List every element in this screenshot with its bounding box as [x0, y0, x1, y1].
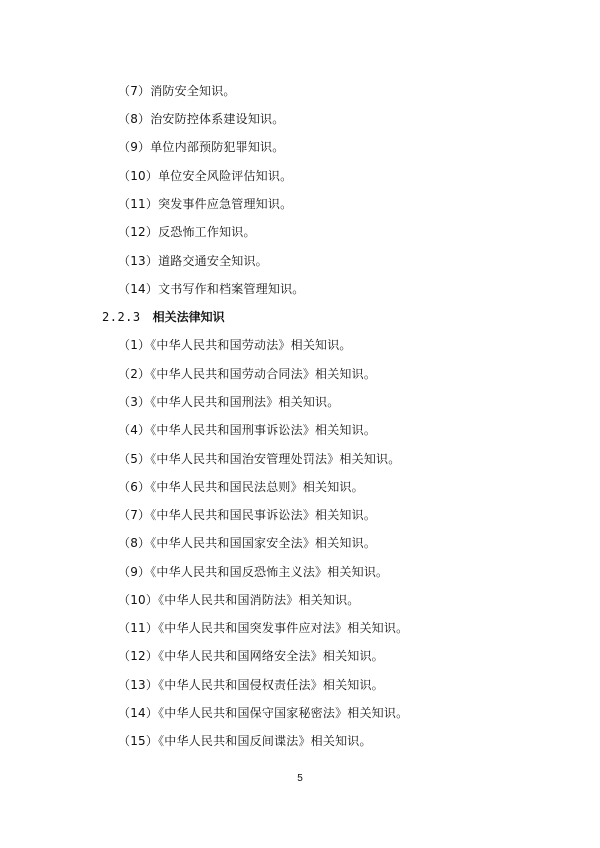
list-item: （10）单位安全风险评估知识。 [118, 169, 293, 183]
list-item: （11）突发事件应急管理知识。 [118, 197, 293, 211]
list-item: （8）《中华人民共和国国家安全法》相关知识。 [118, 536, 377, 550]
list-item: （1）《中华人民共和国劳动法》相关知识。 [118, 338, 352, 352]
list-item: （12）《中华人民共和国网络安全法》相关知识。 [118, 649, 384, 663]
list-item: （12）反恐怖工作知识。 [118, 225, 256, 239]
list-item: （14）《中华人民共和国保守国家秘密法》相关知识。 [118, 706, 409, 720]
list-item: （2）《中华人民共和国劳动合同法》相关知识。 [118, 367, 377, 381]
list-item: （9）《中华人民共和国反恐怖主义法》相关知识。 [118, 565, 389, 579]
page-number: 5 [297, 773, 303, 784]
list-item: （6）《中华人民共和国民法总则》相关知识。 [118, 480, 364, 494]
list-item: （9）单位内部预防犯罪知识。 [118, 140, 285, 154]
list-item: （13）《中华人民共和国侵权责任法》相关知识。 [118, 678, 384, 692]
section-title: 相关法律知识 [152, 310, 225, 324]
section-number: 2.2.3 [102, 310, 141, 324]
list-item: （15）《中华人民共和国反间谍法》相关知识。 [118, 734, 372, 748]
list-item: （7）《中华人民共和国民事诉讼法》相关知识。 [118, 508, 377, 522]
list-item: （5）《中华人民共和国治安管理处罚法》相关知识。 [118, 452, 401, 466]
list-item: （14）文书写作和档案管理知识。 [118, 282, 305, 296]
section-heading [102, 309, 225, 325]
list-item: （8）治安防控体系建设知识。 [118, 112, 285, 126]
list-item: （7）消防安全知识。 [118, 84, 236, 98]
list-item: （4）《中华人民共和国刑事诉讼法》相关知识。 [118, 423, 377, 437]
list-item: （3）《中华人民共和国刑法》相关知识。 [118, 395, 340, 409]
list-item: （13）道路交通安全知识。 [118, 254, 268, 268]
list-item: （11）《中华人民共和国突发事件应对法》相关知识。 [118, 621, 409, 635]
list-item: （10）《中华人民共和国消防法》相关知识。 [118, 593, 360, 607]
